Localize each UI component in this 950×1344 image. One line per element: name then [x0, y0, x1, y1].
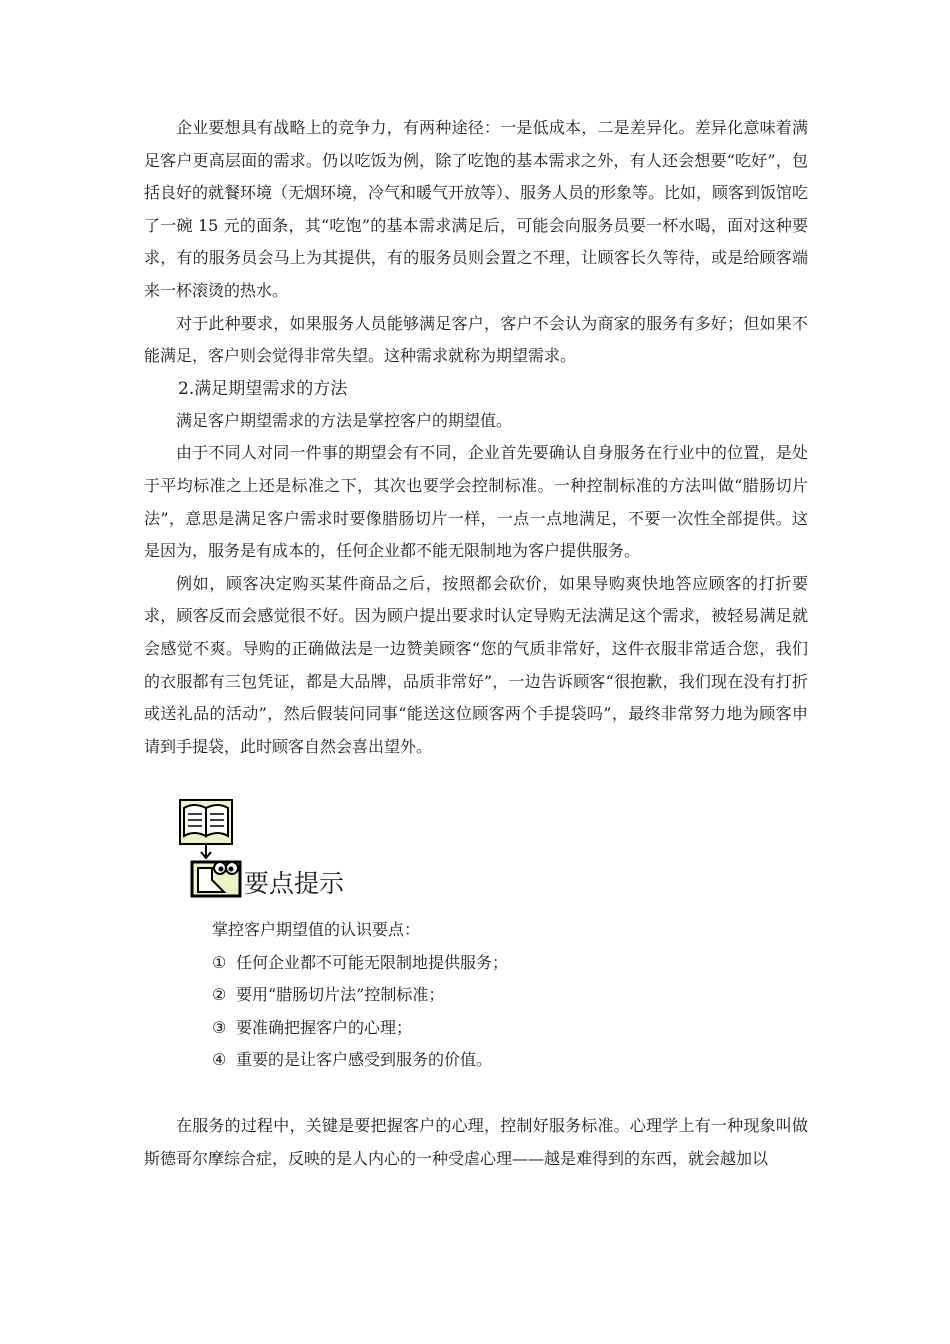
- section-heading: 2.满足期望需求的方法: [178, 378, 348, 399]
- tip-intro: 掌控客户期望值的认识要点：: [212, 920, 421, 939]
- list-text: 重要的是让客户感受到服务的价值。: [236, 1050, 493, 1069]
- list-text: 要用“腊肠切片法”控制标准；: [236, 985, 445, 1004]
- list-item: [212, 1044, 772, 1077]
- paragraph: 例如，顾客决定购买某件商品之后，按照都会砍价，如果导购爽快地答应顾客的打折要求，顾客反而会感觉很不好。因为顾户提出要求时认定导购无法满足这个需求，被轻易满足就会感觉不爽。导购的正确做法是一边赞美顾客“您的气质非常好，这件衣服非常适合您，我们的衣服都有三包凭证，都是大品牌，品质非常好”，一边告诉顾客“很抱歉，我们现在没有打折或送礼品的活动”，然后假装问同事“能送这位顾客两个手提袋吗”，最终非常努力地为顾客申请到手提袋，此时顾客自然会喜出望外。: [144, 573, 808, 756]
- list-item: [212, 1012, 772, 1045]
- paragraph: 在服务的过程中，关键是要把握客户的心理，控制好服务标准。心理学上有一种现象叫做斯德哥尔摩综合症，反映的是人内心的一种受虐心理——越是难得到的东西，就会越加以: [144, 1116, 808, 1168]
- list-text: 任何企业都不可能无限制地提供服务；: [236, 952, 509, 972]
- list-number: ④: [212, 1050, 227, 1069]
- list-number: ①: [212, 952, 227, 972]
- list-item: [212, 947, 772, 980]
- paragraph: 由于不同人对同一件事的期望会有不同，企业首先要确认自身服务在行业中的位置，是处于平均标准之上还是标准之下，其次也要学会控制标准。一种控制标准的方法叫做“腊肠切片法”，意思是满足客户需求时要像腊肠切片一样，一点一点地满足，不要一次性全部提供。这是因为，服务是有成本的，任何企业都不能无限制地为客户提供服务。: [144, 443, 808, 561]
- tip-title: 要点提示: [244, 869, 345, 898]
- list-number: ③: [212, 1017, 227, 1037]
- list-item: [212, 979, 772, 1012]
- tip-list: [212, 914, 772, 1077]
- paragraph: 对于此种要求，如果服务人员能够满足客户，客户不会认为商家的服务有多好；但如果不能满足，客户则会觉得非常失望。这种需求就称为期望需求。: [144, 313, 808, 366]
- list-number: ②: [212, 985, 227, 1004]
- list-text: 要准确把握客户的心理；: [236, 1017, 413, 1037]
- paragraph: 企业要想具有战略上的竞争力，有两种途径：一是低成本，二是差异化。差异化意味着满足客户更高层面的需求。仍以吃饭为例，除了吃饱的基本需求之外，有人还会想要“吃好”，包括良好的就餐环境（无烟环境，冷气和暖气开放等）、服务人员的形象等。比如，顾客到饭馆吃了一碗 15 元的面条，其“吃饱”的基本需求满足后，可能会向服务员要一杯水喝，面对这种要求，有的服务员会马上为其提供，有的服务员则会置之不理，让顾客长久等待，或是给顾客端来一杯滚烫的热水。: [144, 118, 809, 300]
- bottom-paragraphs: [144, 1110, 808, 1175]
- paragraph: 满足客户期望需求的方法是掌控客户的期望值。: [176, 410, 513, 430]
- top-paragraphs: [144, 112, 808, 763]
